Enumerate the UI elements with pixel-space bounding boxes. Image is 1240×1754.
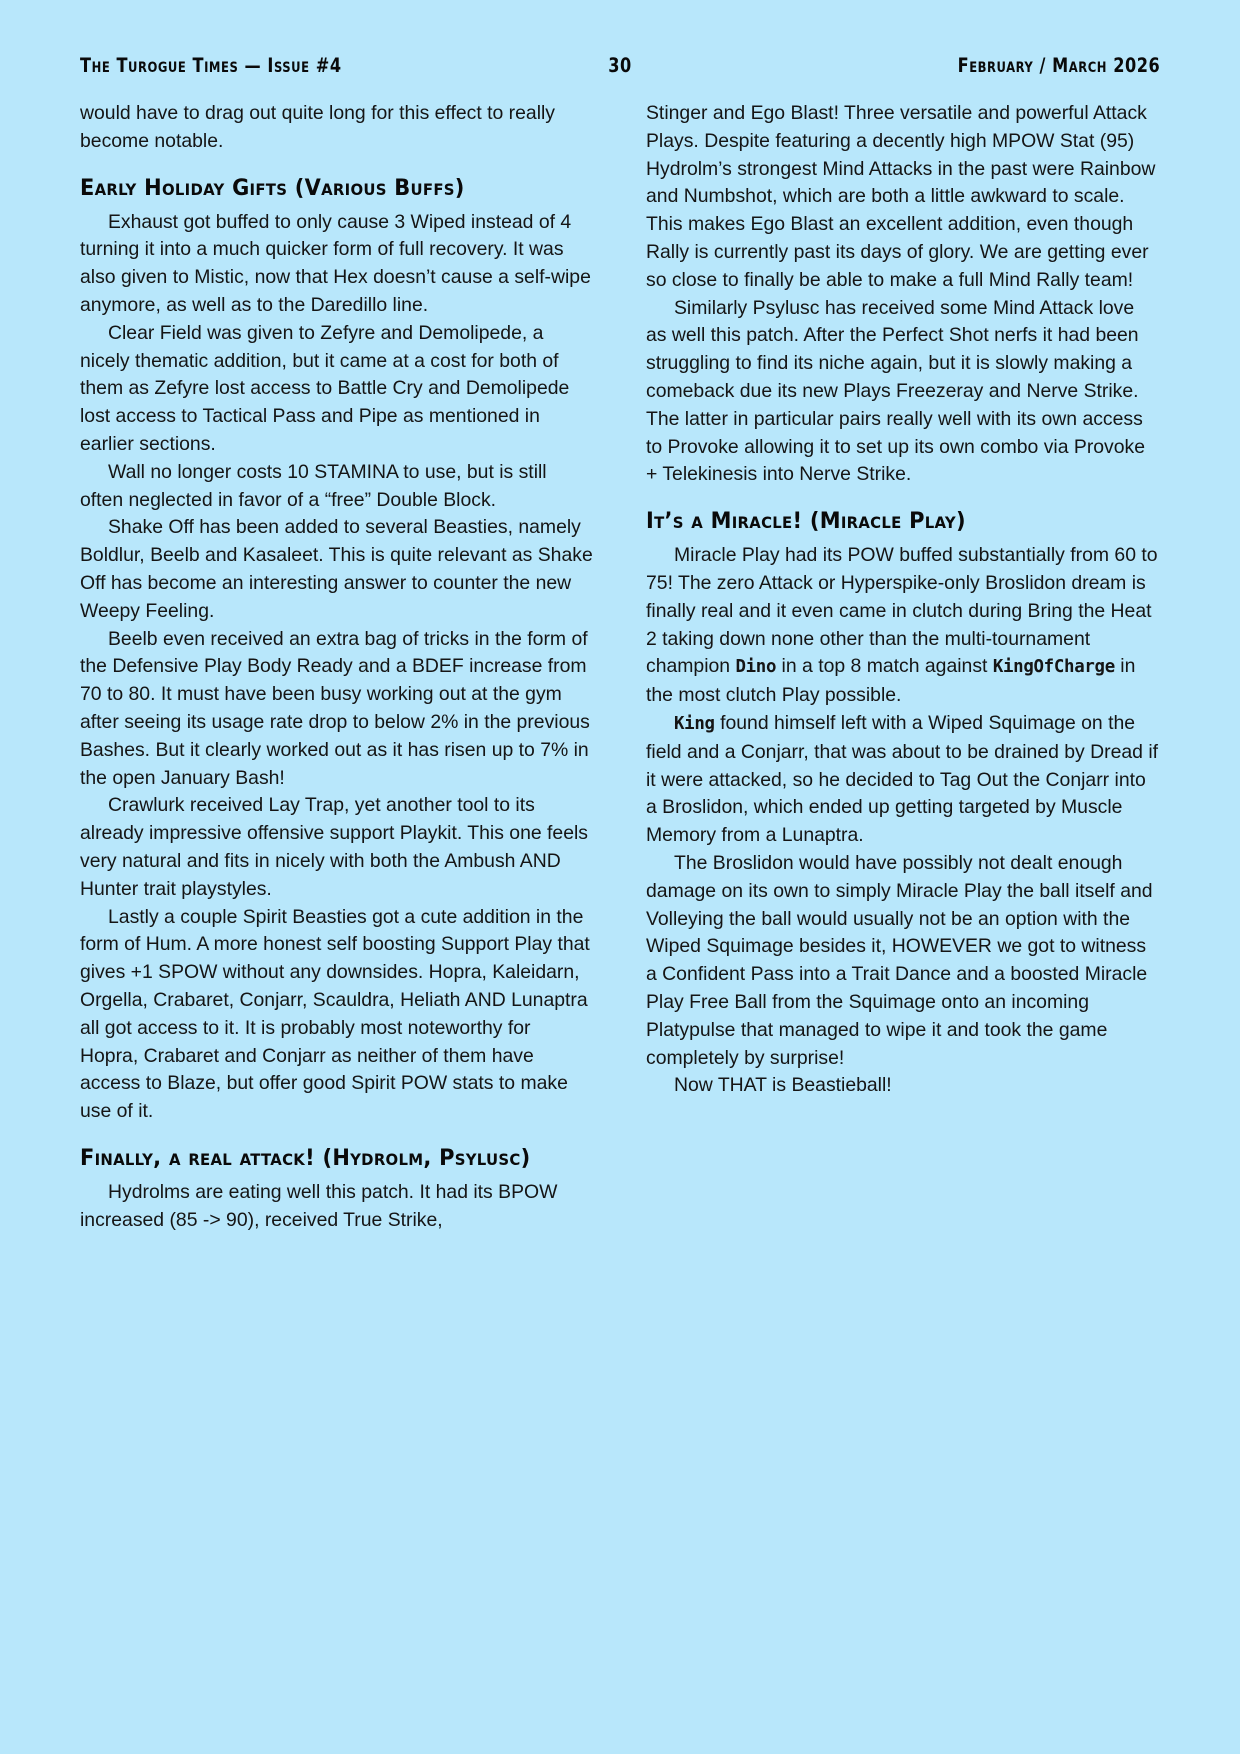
body-paragraph [646,710,1160,850]
text-run: in a top 8 match against [776,655,993,678]
body-paragraph: Stinger and Ego Blast! Three versatile and powerful Attack Plays. Despite featuring a decently high MPOW Stat (95) Hydrolm’s strongest Mind Attacks in the past were Rainbow and Numbshot, which are both a little awkward to scale. This makes Ego Blast an excellent addition, even though Rally is currently past its days of glory. We are getting ever so close to finally be able to make a full Mind Rally team! [646,102,1156,291]
section-heading: Early Holiday Gifts (Various Buffs) [80,174,465,201]
text-run: found himself left with a Wiped Squimage on the field and a Conjarr, that was about to be drained by Dread if it were attacked, so he decided to Tag Out the Conjarr into a Broslidon, which ended up getting targeted by Muscle Memory from a Lunaptra. [646,711,1159,847]
column-right [646,100,1160,1660]
body-paragraph: would have to drag out quite long for this effect to really become notable. [80,102,556,152]
player-handle: Dino [735,657,777,678]
body-paragraph: Crawlurk received Lay Trap, yet another tool to its already impressive offensive support Playkit. This one feels very natural and fits in nicely with both the Ambush AND Hunter trait playstyles. [80,794,589,900]
player-handle: KingOfCharge [992,657,1115,678]
body-paragraph: The Broslidon would have possibly not dealt enough damage on its own to simply Miracle Play the ball itself and Volleying the ball would usually not be an option with the Wiped Squimage besides it, HOWEVER we got to witness a Confident Pass into a Trait Dance and a boosted Miracle Play Free Ball from the Squimage onto an incoming Platypulse that managed to wipe it and took the game completely by surprise! [646,851,1153,1069]
running-header [80,50,1160,80]
header-issue-date: February / March 2026 [957,53,1160,77]
header-publication-title: The Turogue Times — Issue #4 [80,53,342,77]
section-heading: It’s a Miracle! (Miracle Play) [646,508,966,535]
text-run: in the most clutch Play possible. [646,655,1136,707]
column-left [80,100,594,1660]
section-heading: Finally, a real attack! (Hydrolm, Psylusc) [80,1144,531,1171]
text-run: Miracle Play had its POW buffed substantially from 60 to 75! The zero Attack or Hyperspike-only Broslidon dream is finally real and it even came in clutch during Bring the Heat 2 taking down none other than the multi-tournament champion [646,544,1158,678]
body-paragraph: Clear Field was given to Zefyre and Demolipede, a nicely thematic addition, but it came at a cost for both of them as Zefyre lost access to Battle Cry and Demolipede lost access to Tactical Pass and Pipe as mentioned in earlier sections. [80,321,570,455]
body-paragraph: Wall no longer costs 10 STAMINA to use, but is still often neglected in favor of a “free” Double Block. [80,460,547,511]
body-paragraph: Lastly a couple Spirit Beasties got a cute addition in the form of Hum. A more honest self boosting Support Play that gives +1 SPOW without any downsides. Hopra, Kaleidarn, Orgella, Crabaret, Conjarr, Scauldra, Heliath AND Lunaptra all got access to it. It is probably most noteworthy for Hopra, Crabaret and Conjarr as neither of them have access to Blaze, but offer good Spirit POW stats to make use of it. [80,905,590,1123]
body-paragraph: Similarly Psylusc has received some Mind Attack love as well this patch. After the Perfect Shot nerfs it had been struggling to find its niche again, but it is slowly making a comeback due its new Plays Freezeray and Nerve Strike. The latter in particular pairs really well with its own access to Provoke allowing it to set up its own combo via Provoke + Telekinesis into Nerve Strike. [646,296,1146,486]
body-paragraph: Beelb even received an extra bag of tricks in the form of the Defensive Play Body Ready and a BDEF increase from 70 to 80. It must have been busy working out at the gym after seeing its usage rate drop to below 2% in the previous Bashes. But it clearly worked out as it has risen up to 7% in the open January Bash! [80,627,590,789]
body-paragraph [646,542,1160,710]
body-paragraph: Now THAT is Beastieball! [674,1074,892,1097]
body-paragraph: Exhaust got buffed to only cause 3 Wiped instead of 4 turning it into a much quicker form of full recovery. It was also given to Mistic, now that Hex doesn’t cause a self-wipe anymore, as well as to the Daredillo line. [80,210,591,316]
player-handle: King [674,713,715,734]
header-page-number: 30 [608,53,632,77]
article-columns [80,100,1160,1660]
body-paragraph: Hydrolms are eating well this patch. It had its BPOW increased (85 -> 90), received True Strike, [80,1180,558,1231]
body-paragraph: Shake Off has been added to several Beasties, namely Boldlur, Beelb and Kasaleet. This is quite relevant as Shake Off has become an interesting answer to counter the new Weepy Feeling. [80,516,593,622]
